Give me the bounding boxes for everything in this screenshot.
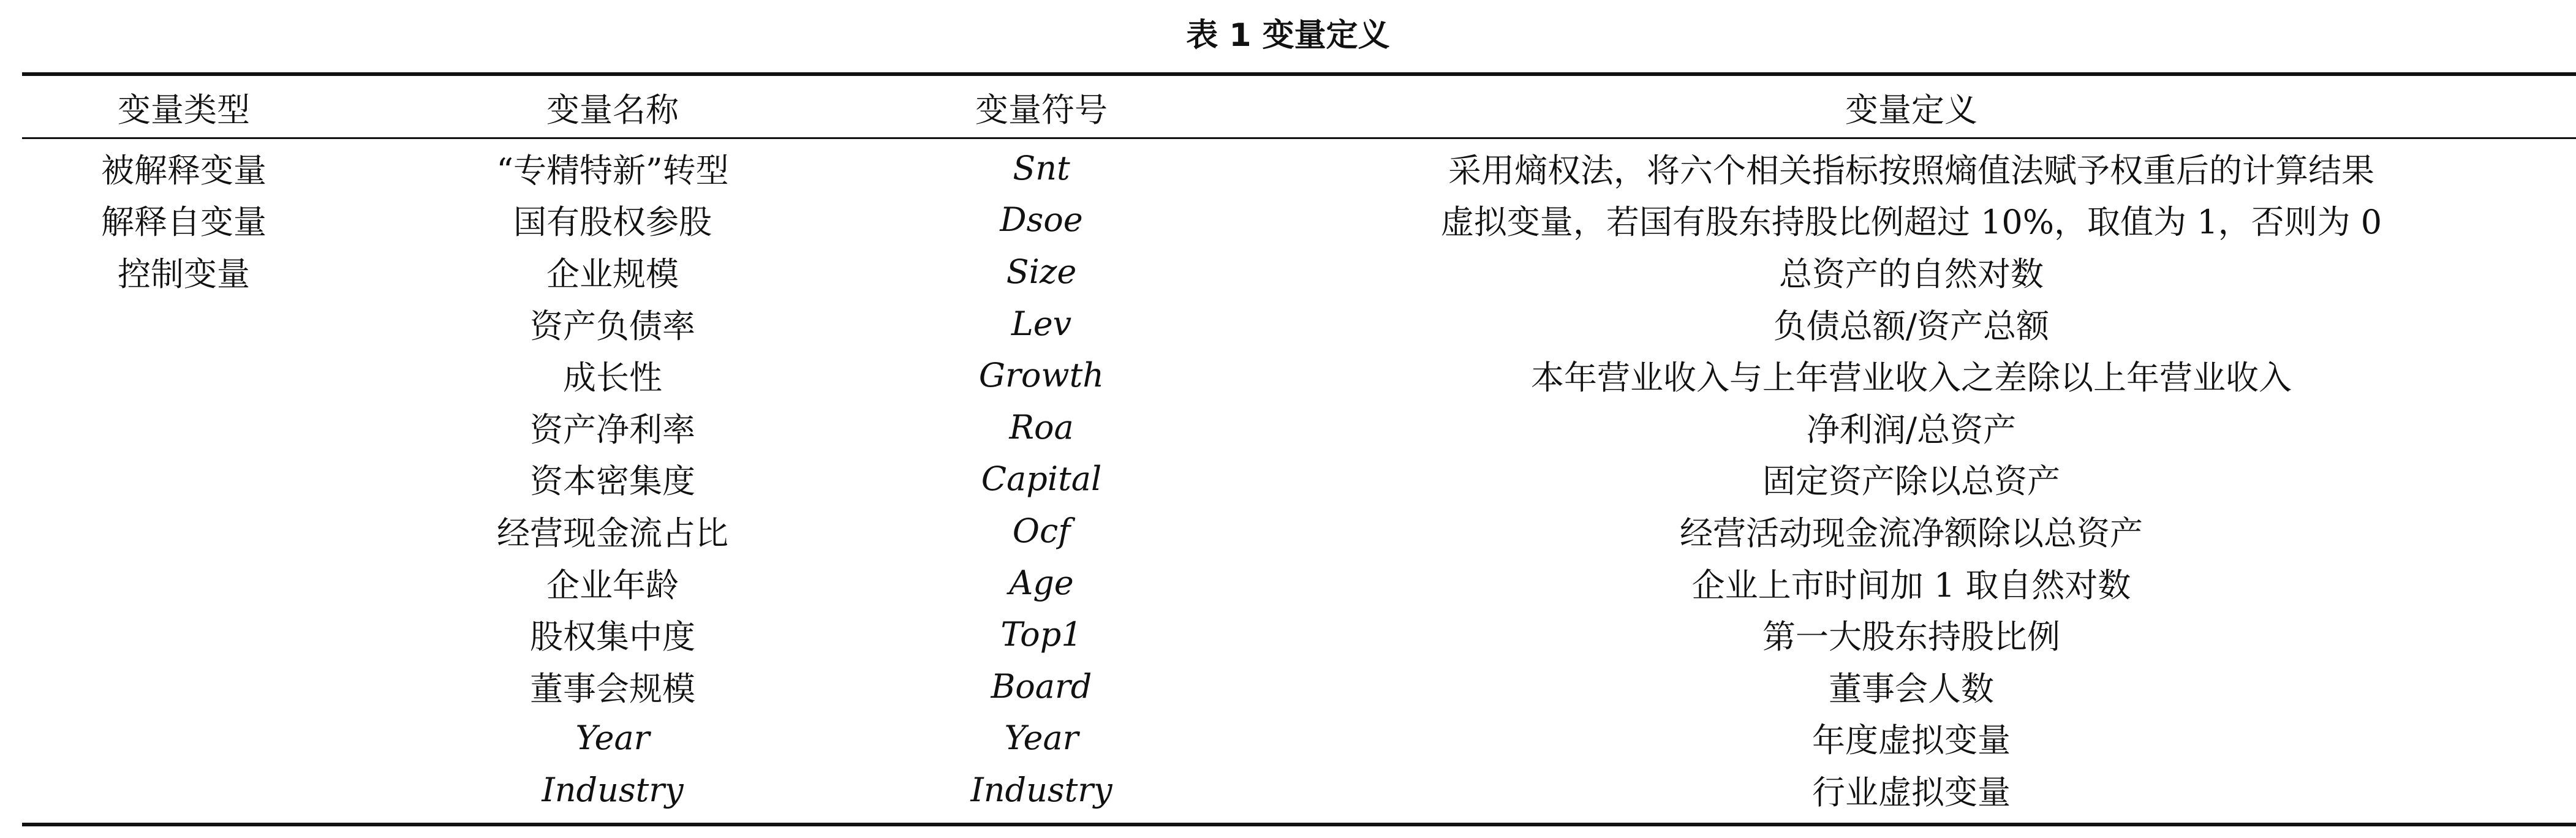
table-caption: 表 1 变量定义 [1186,17,1390,54]
table-row [0,712,2576,764]
variable-definition-cell: 董事会人数 [1829,669,1994,708]
variable-type-cell [37,505,331,557]
header-variable-type: 变量类型 [118,90,250,129]
variable-definition-cell: 本年营业收入与上年营业收入之差除以上年营业收入 [1531,358,2292,398]
variable-definition-cell: 净利润/总资产 [1806,410,2017,449]
variable-symbol-cell: Year [1004,719,1079,758]
variable-name-cell: “专精特新”转型 [496,151,729,190]
variable-symbol-cell: Lev [1011,304,1072,343]
table-header-rule [22,137,2576,139]
variable-type-cell [37,712,331,764]
table-row [0,764,2576,816]
table-row [0,349,2576,401]
variable-symbol-cell: Growth [978,356,1105,395]
header-variable-definition: 变量定义 [1845,90,1977,129]
table-row [0,608,2576,660]
variable-type-cell: 控制变量 [118,254,250,293]
variable-name-cell: Industry [542,770,684,809]
variable-symbol-cell: Capital [981,459,1102,499]
variable-name-cell: 企业规模 [546,254,679,293]
variable-type-cell [37,349,331,401]
variable-symbol-cell: Snt [1013,148,1070,187]
variable-symbol-cell: Board [991,666,1092,706]
variable-symbol-cell: Age [1009,563,1074,602]
variable-definition-cell: 第一大股东持股比例 [1762,617,2060,657]
table-row [0,453,2576,505]
variable-symbol-cell: Dsoe [1000,200,1083,240]
table-row [0,246,2576,298]
variable-type-cell [37,401,331,453]
table-row [0,401,2576,453]
header-variable-symbol: 变量符号 [975,90,1108,129]
variable-symbol-cell: Top1 [1000,615,1082,654]
variable-definition-cell: 总资产的自然对数 [1779,254,2044,293]
variable-name-cell: 企业年龄 [546,565,679,605]
variable-type-cell [37,453,331,505]
variable-type-cell [37,557,331,609]
variable-type-cell [37,764,331,816]
table-bottom-rule [22,823,2576,826]
variable-type-cell: 解释自变量 [101,203,266,242]
header-variable-name: 变量名称 [546,90,679,129]
variable-name-cell: 资产负债率 [530,306,695,345]
variable-type-cell [37,298,331,350]
variable-definition-cell: 年度虚拟变量 [1812,721,2011,760]
table-top-rule [22,72,2576,76]
variable-name-cell: 国有股权参股 [513,203,712,242]
table-row [0,298,2576,350]
variable-name-cell: 董事会规模 [530,669,695,708]
variable-definition-cell: 采用熵权法，将六个相关指标按照熵值法赋予权重后的计算结果 [1448,151,2374,190]
variable-definition-cell: 经营活动现金流净额除以总资产 [1680,513,2143,553]
variable-definition-cell: 企业上市时间加 1 取自然对数 [1691,565,2131,605]
variable-symbol-cell: Industry [970,770,1112,809]
table-row [0,142,2576,194]
variable-definition-cell: 负债总额/资产总额 [1773,306,2050,345]
table-row [0,660,2576,712]
variable-definition-cell: 行业虚拟变量 [1812,772,2011,812]
variable-name-cell: 资产净利率 [530,410,695,449]
variable-name-cell: 股权集中度 [530,617,695,657]
variable-symbol-cell: Roa [1009,407,1074,447]
variable-name-cell: Year [575,719,650,758]
table-row [0,557,2576,609]
variable-definition-cell: 虚拟变量，若国有股东持股比例超过 10%，取值为 1，否则为 0 [1440,203,2382,242]
variable-definition-cell: 固定资产除以总资产 [1762,462,2060,501]
variable-name-cell: 经营现金流占比 [497,513,728,553]
variable-type-cell [37,660,331,712]
variable-symbol-cell: Ocf [1012,511,1071,550]
table-row [0,505,2576,557]
table-body [0,142,2576,816]
variable-name-cell: 成长性 [563,358,662,398]
variable-symbol-cell: Size [1006,252,1077,291]
table-row [0,194,2576,246]
table-header-row [0,81,2576,133]
variable-type-cell [37,608,331,660]
variable-name-cell: 资本密集度 [530,462,695,501]
variable-type-cell: 被解释变量 [101,151,266,190]
